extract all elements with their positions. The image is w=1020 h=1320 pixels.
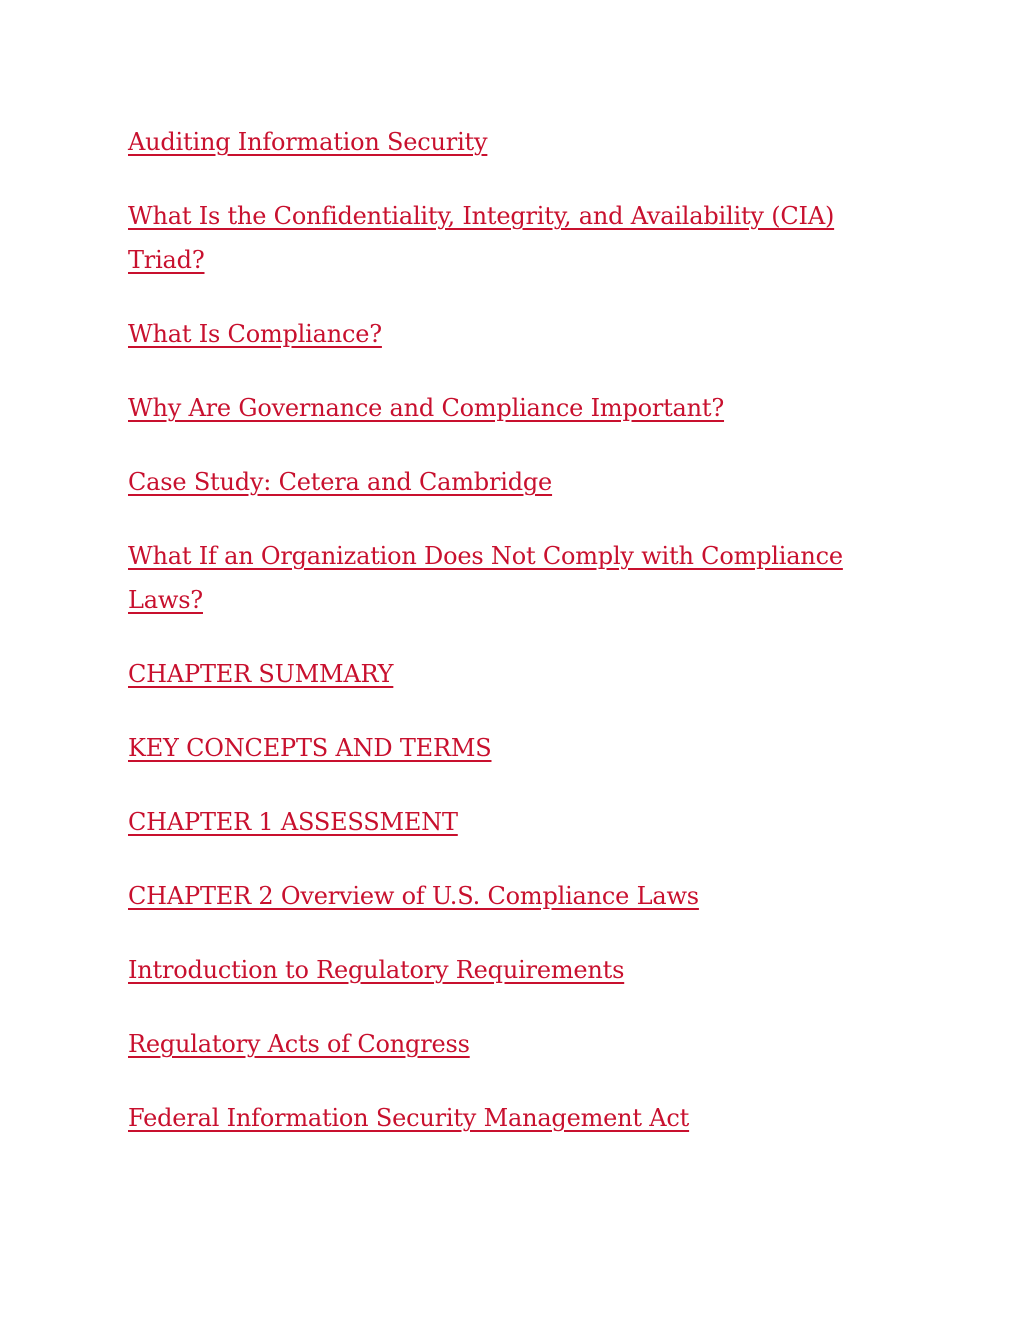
toc-link-chapter-summary[interactable]: CHAPTER SUMMARY (128, 660, 394, 688)
toc-link-fisma[interactable]: Federal Information Security Management Act (128, 1104, 690, 1132)
toc-entry (128, 726, 848, 770)
toc-entry (128, 460, 848, 504)
toc-entry (128, 534, 848, 622)
toc-entry (128, 194, 848, 282)
toc-link-chapter-2-overview[interactable]: CHAPTER 2 Overview of U.S. Compliance Laws (128, 882, 699, 910)
toc-link-key-concepts-terms[interactable]: KEY CONCEPTS AND TERMS (128, 734, 492, 762)
toc-link-case-study-cetera[interactable]: Case Study: Cetera and Cambridge (128, 468, 553, 496)
toc-entry (128, 386, 848, 430)
toc-link-auditing-information-security[interactable]: Auditing Information Security (128, 128, 488, 156)
toc-link-intro-regulatory-requirements[interactable]: Introduction to Regulatory Requirements (128, 956, 625, 984)
toc-entry (128, 652, 848, 696)
toc-entry (128, 948, 848, 992)
toc-entry (128, 874, 848, 918)
toc-entry (128, 1096, 848, 1140)
toc-link-regulatory-acts-congress[interactable]: Regulatory Acts of Congress (128, 1030, 470, 1058)
toc-link-what-is-compliance[interactable]: What Is Compliance? (128, 320, 382, 348)
toc-entry (128, 800, 848, 844)
toc-link-governance-compliance-important[interactable]: Why Are Governance and Compliance Important? (128, 394, 725, 422)
toc-link-cia-triad[interactable]: What Is the Confidentiality, Integrity, and Availability (CIA) Triad? (128, 202, 835, 274)
table-of-contents (128, 120, 848, 1170)
toc-link-does-not-comply[interactable]: What If an Organization Does Not Comply with Compliance Laws? (128, 542, 843, 614)
toc-entry (128, 120, 848, 164)
toc-entry (128, 1022, 848, 1066)
toc-link-chapter-1-assessment[interactable]: CHAPTER 1 ASSESSMENT (128, 808, 458, 836)
toc-entry (128, 312, 848, 356)
